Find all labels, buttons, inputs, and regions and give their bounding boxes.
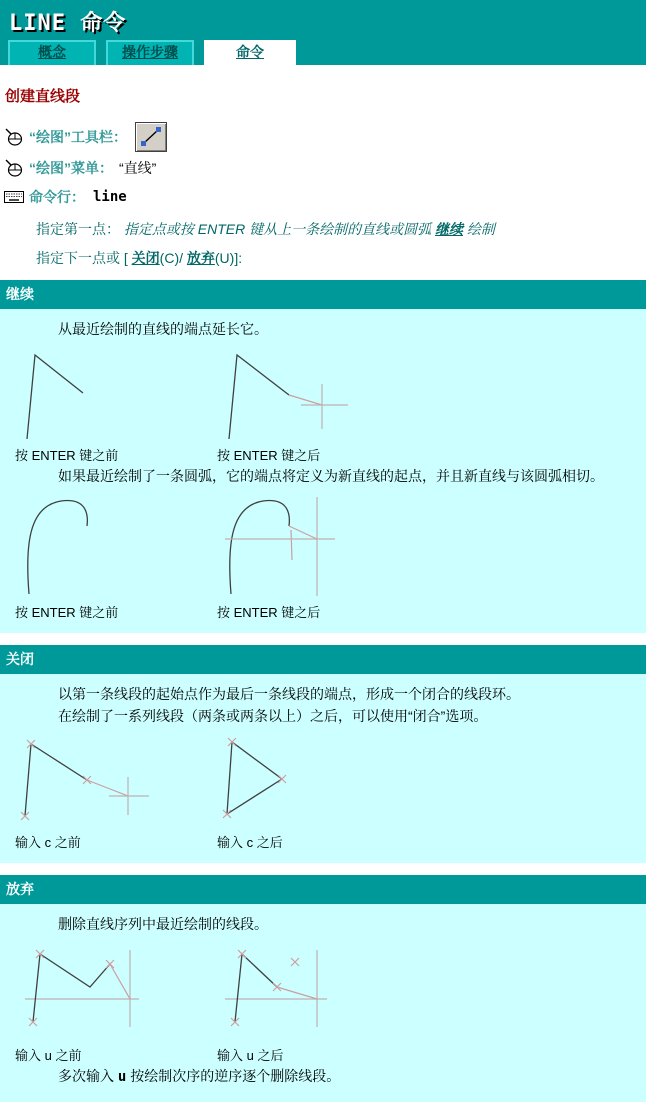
figure-label: 按 ENTER 键之后: [217, 448, 321, 463]
figure-before-u: [15, 942, 217, 1064]
zigzag-before-undo-drawing: [15, 942, 215, 1042]
section-close-header: 关闭: [0, 645, 646, 674]
zigzag-after-undo-drawing: [217, 942, 417, 1042]
undo-paragraph-2: [58, 1067, 630, 1087]
figure-label: 输入 u 之前: [15, 1048, 82, 1063]
page-heading: 创建直线段: [5, 88, 81, 105]
tab-bar: [8, 40, 306, 65]
figure-before-enter-arc: [15, 494, 217, 621]
tab-concepts[interactable]: 概念: [8, 40, 96, 65]
command-line-row: [3, 184, 646, 210]
crosshair-cursor: [25, 950, 139, 1027]
prompt-label: 指定第一点：: [36, 221, 120, 237]
tab-procedures[interactable]: 操作步骤: [106, 40, 194, 65]
crosshair-cursor: [301, 384, 348, 429]
undo-link[interactable]: 放弃: [186, 250, 215, 266]
toolbar-label: “绘图”工具栏：: [29, 129, 127, 145]
menu-access-row: [3, 155, 646, 181]
prompt-first-point: [36, 219, 646, 239]
crosshair-cursor: [225, 497, 335, 596]
page-header: [0, 0, 646, 65]
prompt-pre: 指定下一点或 [: [36, 250, 132, 266]
continue-link[interactable]: 继续: [435, 221, 464, 237]
close-paragraph-2: 在绘制了一系列线段（两条或两条以上）之后，可以使用“闭合”选项。: [58, 708, 488, 724]
figure-after-u: [217, 942, 419, 1064]
continue-paragraph-2: 如果最近绘制了一条圆弧，它的端点将定义为新直线的起点，并且新直线与该圆弧相切。: [58, 468, 604, 484]
cmdline-label: 命令行：: [29, 189, 85, 205]
figure-label: 输入 c 之前: [15, 835, 81, 850]
figure-label: 输入 c 之后: [217, 835, 283, 850]
line-segment-icon: [137, 124, 165, 150]
figure-before-c: [15, 734, 217, 851]
crosshair-cursor: [109, 777, 149, 815]
toolbar-access-row: [3, 122, 646, 152]
figure-after-enter-lines: [217, 347, 419, 464]
continue-figures-arcs: [0, 494, 646, 621]
menu-value: “直线”: [119, 160, 157, 176]
figure-label: 按 ENTER 键之前: [15, 448, 119, 463]
lines-after-enter-drawing: [217, 347, 417, 442]
section-continue-header: 继续: [0, 280, 646, 309]
undo-note-pre: 多次输入: [58, 1068, 118, 1084]
prompt-description-end: 绘制: [466, 221, 495, 237]
figure-after-enter-arc: [217, 494, 419, 621]
section-close: [0, 645, 646, 863]
closed-triangle-drawing: [217, 734, 417, 829]
vertex-marks: [29, 950, 114, 1026]
arc-before-enter-drawing: [15, 494, 215, 599]
page-title: LINE 命令: [9, 11, 127, 36]
undo-figures: [0, 942, 646, 1064]
cmdline-value: line: [93, 189, 127, 205]
figure-label: 按 ENTER 键之后: [217, 605, 321, 620]
vertex-marks: [223, 738, 286, 818]
undo-note-post: 按绘制次序的逆序逐个删除线段。: [126, 1068, 341, 1084]
close-link[interactable]: 关闭: [131, 250, 160, 266]
arc-after-enter-drawing: [217, 494, 417, 599]
undo-paragraph-1: 删除直线序列中最近绘制的线段。: [58, 916, 268, 932]
close-figures: [0, 734, 646, 851]
section-undo: [0, 875, 646, 1102]
continue-paragraph-1: 从最近绘制的直线的端点延长它。: [58, 321, 268, 337]
tab-commands[interactable]: 命令: [204, 40, 296, 65]
continue-figures-lines: [0, 347, 646, 464]
figure-label: 按 ENTER 键之前: [15, 605, 119, 620]
mouse-icon: [3, 127, 25, 147]
figure-label: 输入 u 之后: [217, 1048, 284, 1063]
section-undo-header: 放弃: [0, 875, 646, 904]
open-polyline-drawing: [15, 734, 215, 829]
vertex-marks: [21, 740, 91, 820]
prompt-mid: (C)/: [159, 250, 187, 266]
keyboard-icon: [3, 190, 25, 204]
line-tool-button[interactable]: [135, 122, 167, 152]
close-paragraph-1: 以第一条线段的起始点作为最后一条线段的端点，形成一个闭合的线段环。: [58, 686, 520, 702]
section-continue: [0, 280, 646, 633]
prompt-description: 指定点或按 ENTER 键从上一条绘制的直线或圆弧: [123, 221, 432, 237]
menu-label: “绘图”菜单：: [29, 160, 113, 176]
mouse-icon: [3, 158, 25, 178]
lines-before-enter-drawing: [15, 347, 215, 442]
prompt-post: (U)]:: [214, 250, 243, 266]
prompt-next-point: [36, 248, 646, 268]
figure-after-c: [217, 734, 419, 851]
undo-key: u: [117, 1069, 127, 1085]
figure-before-enter-lines: [15, 347, 217, 464]
